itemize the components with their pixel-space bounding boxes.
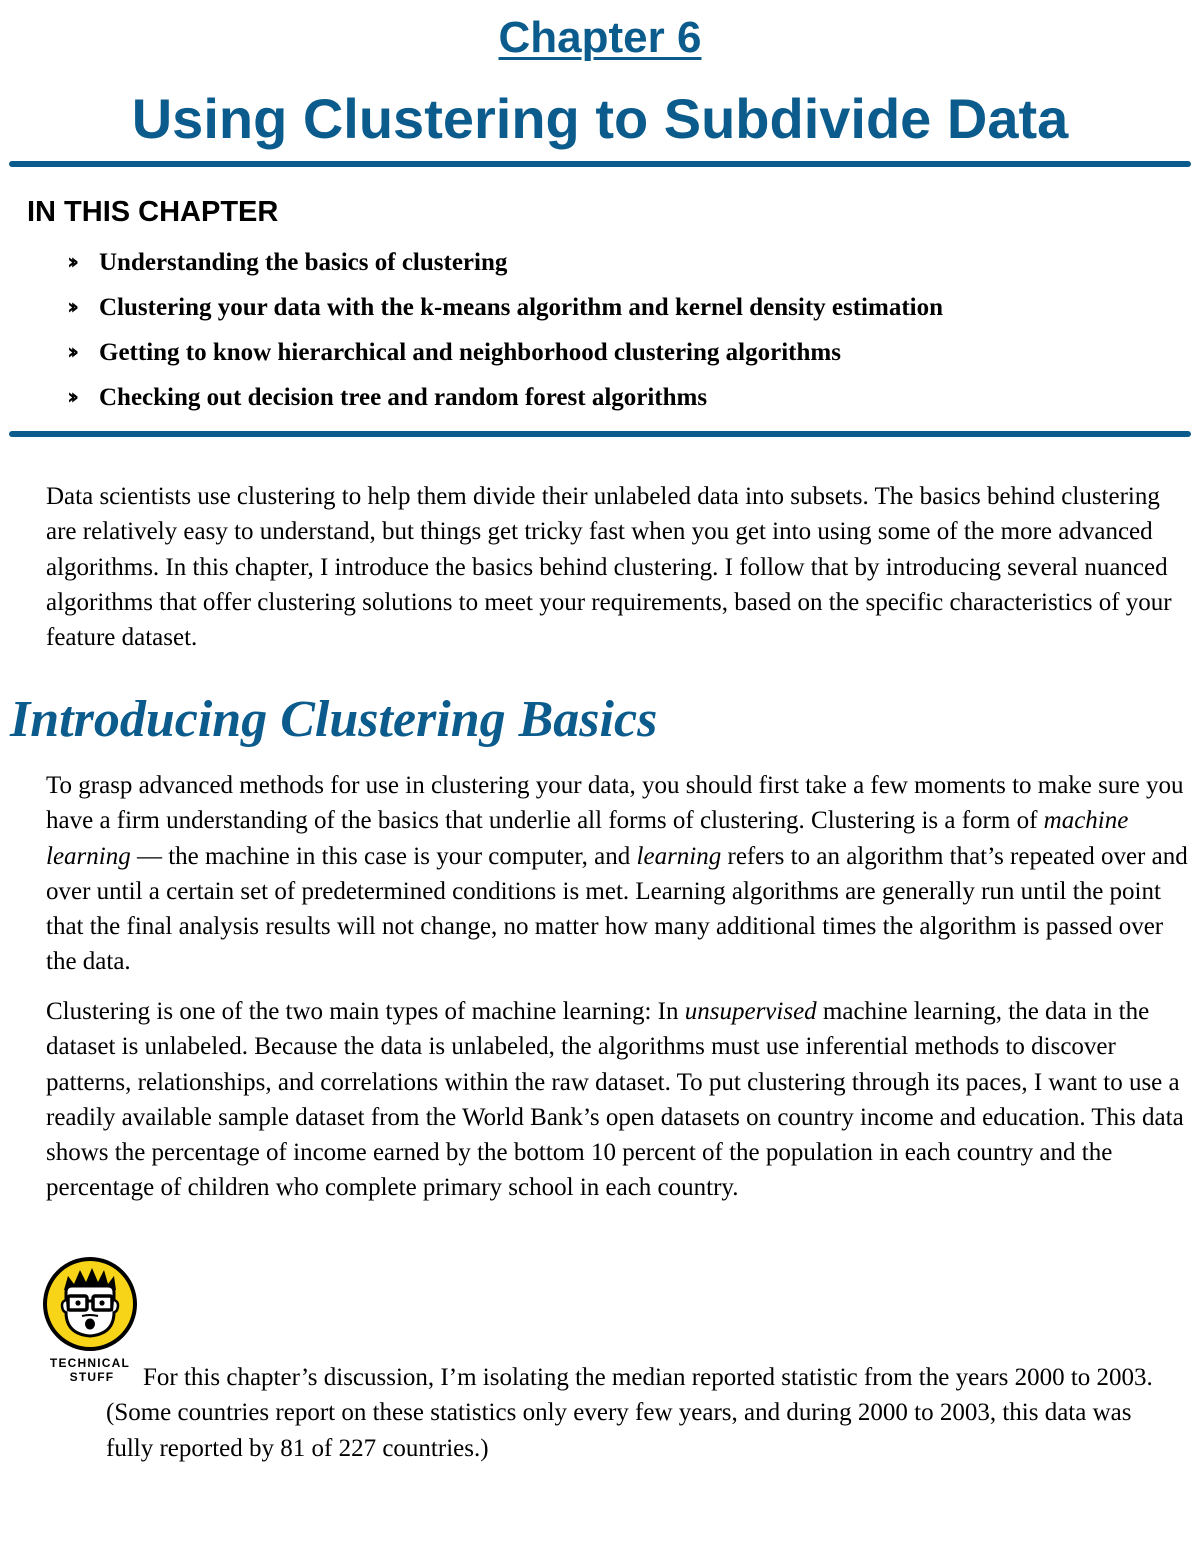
list-item — [67, 375, 943, 420]
chapter-number: Chapter 6 — [498, 13, 702, 62]
list-item-label: Understanding the basics of clustering — [99, 249, 508, 276]
list-item — [67, 285, 943, 330]
in-this-chapter-heading: IN THIS CHAPTER — [27, 196, 279, 228]
chapter-title: Using Clustering to Subdivide Data — [131, 87, 1069, 150]
technical-stuff-text: For this chapter’s discussion, I’m isolating the median reported statistic from the years 2000 to 2003. (Some countries report on these statistics only every few years, and during 2000 to 2003, this data was fully reported by 81 of 227 countries.) — [106, 1364, 1153, 1462]
paragraph-text: machine learning, the data in the dataset is unlabeled. Because the data is unlabeled, the algorithms must use inferential methods to discover patterns, relationships, and correlations within the raw dataset. To put clustering through its paces, I want to use a readily available sample dataset from the World Bank’s open datasets on country income and education. This data shows the percentage of income earned by the bottom 10 percent of the population in each country and the percentage of children who complete primary school in each country. — [46, 998, 1184, 1202]
list-item-label: Clustering your data with the k-means algorithm and kernel density estimation — [99, 294, 944, 321]
list-item — [67, 240, 943, 285]
paragraph-text: To grasp advanced methods for use in clustering your data, you should first take a few moments to make sure you have a firm understanding of the basics that underlie all forms of clustering. Clustering is a form of — [46, 772, 1184, 835]
double-chevron-icon: ›› — [67, 340, 74, 365]
intro-paragraph: Data scientists use clustering to help them divide their unlabeled data into subsets. The basics behind clustering are relatively easy to understand, but things get tricky fast when you get into using some of the more advanced algorithms. In this chapter, I introduce the basics behind clustering. I follow that by introducing several nuanced algorithms that offer clustering solutions to meet your requirements, based on the specific characteristics of your feature dataset. — [46, 483, 1172, 652]
technical-stuff-label-line-2: STUFF — [69, 1370, 115, 1384]
list-item-label: Getting to know hierarchical and neighborhood clustering algorithms — [99, 339, 841, 366]
technical-stuff-icon — [42, 1256, 138, 1352]
body-paragraph-1 — [46, 768, 1194, 980]
defined-term: learning — [636, 842, 722, 870]
body-paragraph-2 — [46, 994, 1194, 1206]
section-heading: Introducing Clustering Basics — [10, 691, 658, 748]
chapter-topics-list — [67, 240, 943, 420]
technical-stuff-label-line-1: TECHNICAL — [49, 1356, 131, 1370]
top-divider — [9, 161, 1191, 167]
double-chevron-icon: ›› — [67, 295, 74, 320]
double-chevron-icon: ›› — [67, 385, 74, 410]
double-chevron-icon: ›› — [67, 250, 74, 275]
bottom-divider — [9, 431, 1191, 437]
defined-term: machine learning — [46, 807, 1129, 870]
paragraph-text: refers to an algorithm that’s repeated over and over until a certain set of predetermined conditions is met. Learning algorithms are generally run until the point that the final analysis results will not change, no matter how many additional times the algorithm is passed over the data. — [46, 842, 1188, 976]
paragraph-text: Clustering is one of the two main types of machine learning: In — [46, 998, 685, 1025]
list-item-label: Checking out decision tree and random forest algorithms — [99, 384, 708, 411]
paragraph-text: — the machine in this case is your computer, and — [130, 842, 637, 870]
list-item — [67, 330, 943, 375]
defined-term: unsupervised — [684, 998, 817, 1025]
